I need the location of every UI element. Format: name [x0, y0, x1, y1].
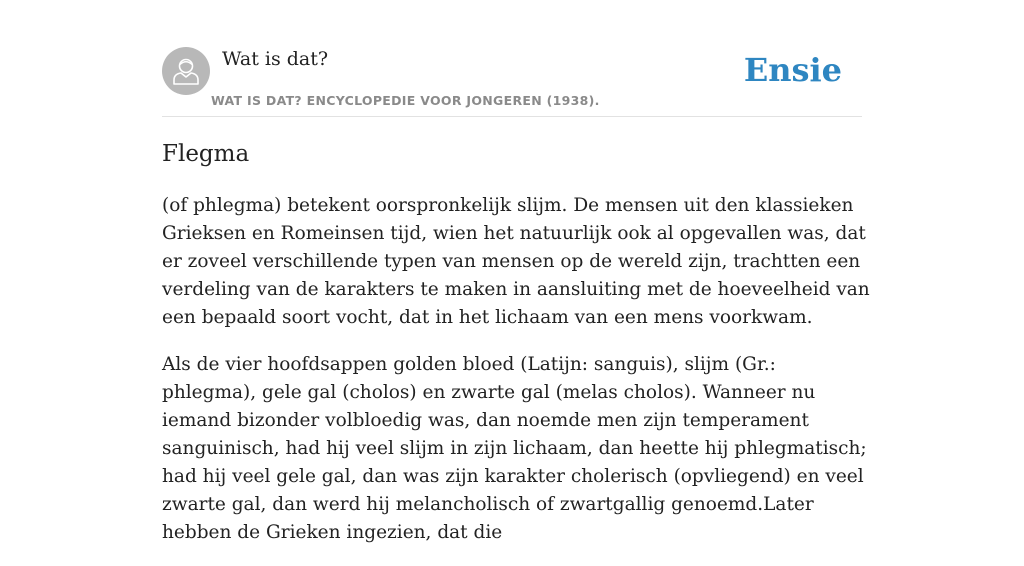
source-title[interactable]: Wat is dat?	[222, 48, 329, 70]
article-body	[162, 192, 870, 566]
source-header	[162, 46, 862, 117]
article-paragraph: Als de vier hoofdsappen golden bloed (Latijn: sanguis), slijm (Gr.: phlegma), gele gal (cholos) en zwarte gal (melas cholos). Wanneer nu iemand bizonder volbloedig was, dan noemde men zijn temperament sanguinisch, had hij veel slijm in zijn lichaam, dan heette hij phlegmatisch; had hij veel gele gal, dan was zijn karakter cholerisch (opvliegend) en veel zwarte gal, dan werd hij melancholisch of zwartgallig genoemd.Later hebben de Grieken ingezien, dat die	[162, 354, 867, 543]
ensie-logo-link[interactable]: Ensie	[743, 51, 842, 89]
user-icon[interactable]	[162, 47, 210, 95]
source-subtitle: WAT IS DAT? ENCYCLOPEDIE VOOR JONGEREN (1938).	[211, 93, 600, 108]
article-paragraph: (of phlegma) betekent oorspronkelijk slijm. De mensen uit den klassieken Grieksen en Romeinsen tijd, wien het natuurlijk ook al opgevallen was, dat er zoveel verschillende typen van mensen op de wereld zijn, trachtten een verdeling van de karakters te maken in aansluiting met de hoeveelheid van een bepaald soort vocht, dat in het lichaam van een mens voorkwam.	[162, 195, 870, 328]
user-icon-graphic	[162, 47, 210, 95]
article-title: Flegma	[162, 141, 250, 167]
